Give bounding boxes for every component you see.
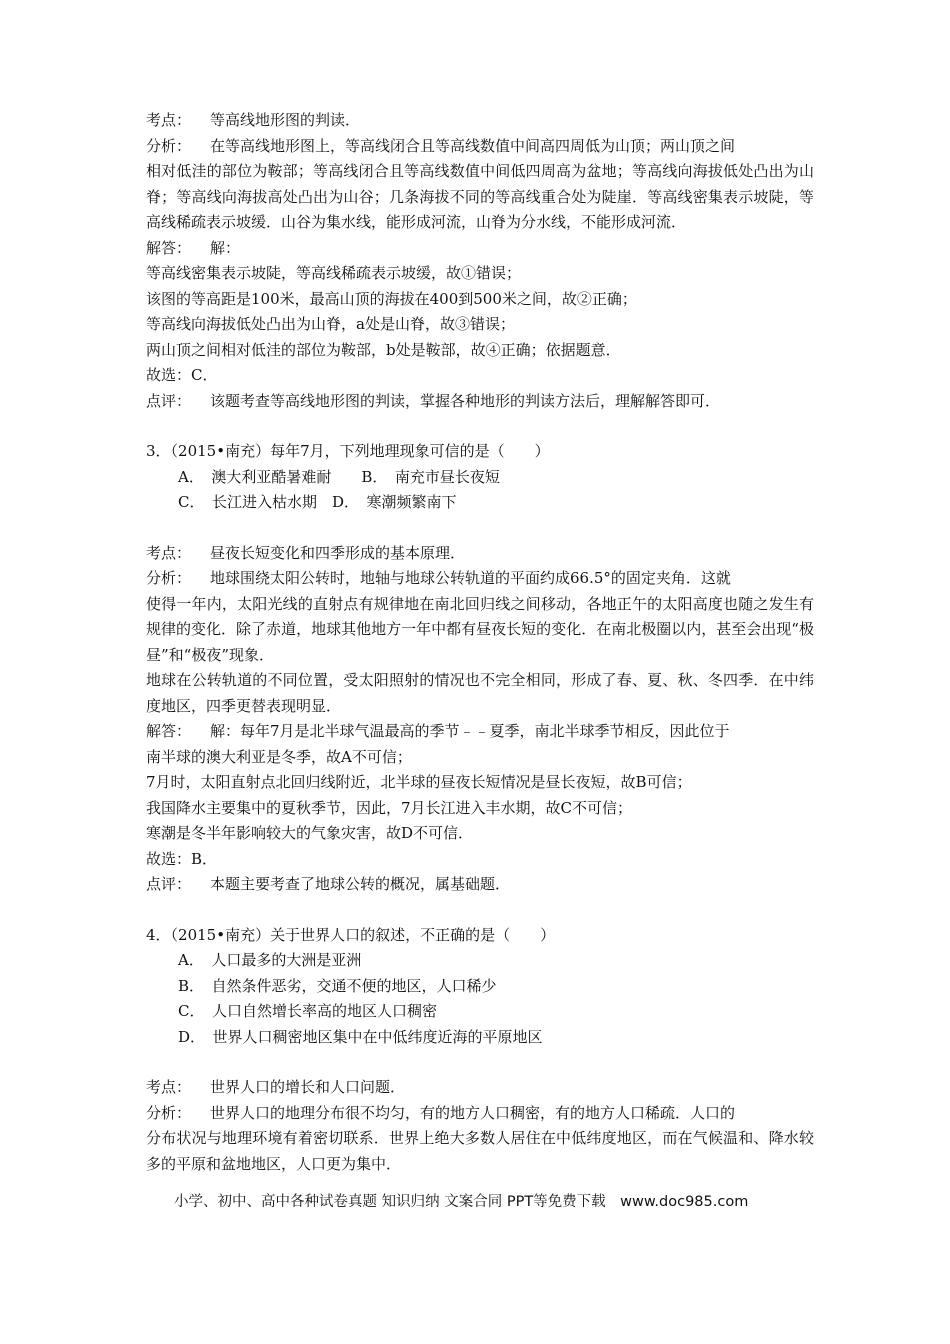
q2-answer: 故选：C．	[146, 366, 218, 384]
q4-kaodian-line	[146, 1075, 814, 1101]
q2-jieda-line-4: 两山顶之间相对低洼的部位为鞍部，b处是鞍部，故④正确；依据题意．	[146, 340, 621, 359]
q3-fenxi-paragraph-2: 地球在公转轨道的不同位置，受太阳照射的情况也不完全相同，形成了春、夏、秋、冬四季．在中纬度地区，四季更替表现明显．	[146, 671, 814, 715]
q3-jieda-line	[146, 719, 814, 745]
kaodian-text: 世界人口的增长和人口问题．	[210, 1078, 406, 1096]
q3-dianping-line	[146, 872, 814, 898]
q2-jieda-line-3: 等高线向海拔低处凸出为山脊，a处是山脊，故③错误；	[146, 315, 515, 333]
jieda-text: 解：每年7月是北半球气温最高的季节﹣﹣夏季，南北半球季节相反，因此位于	[210, 722, 730, 740]
q3-jieda-line-3: 7月时，太阳直射点北回归线附近，北半球的昼夜长短情况是昼长夜短，故B可信；	[146, 773, 692, 791]
q3-jieda-line-5: 寒潮是冬半年影响较大的气象灾害，故D不可信．	[146, 824, 474, 842]
q3-fenxi-line	[146, 566, 814, 592]
jieda-label: 解答：	[146, 722, 192, 740]
kaodian-text: 等高线地形图的判读．	[210, 111, 361, 129]
dianping-text: 该题考查等高线地形图的判读，掌握各种地形的判读方法后，理解解答即可．	[210, 391, 721, 410]
q2-fenxi-paragraph: 相对低洼的部位为鞍部；等高线闭合且等高线数值中间低四周高为盆地；等高线向海拔低处凸出为山脊；等高线向海拔高处凸出为山谷；几条海拔不同的等高线重合处为陡崖．等高线密集表示坡陡，等高线稀疏表示坡缓．山谷为集水线，能形成河流，山脊为分水线，不能形成河流．	[146, 162, 814, 231]
q2-fenxi-line	[146, 134, 814, 160]
q3-options-row-2: C． 长江进入枯水期 D． 寒潮频繁南下	[178, 493, 457, 511]
q4-option-a: A． 人口最多的大洲是亚洲	[178, 951, 362, 969]
q4-option-b: B． 自然条件恶劣，交通不便的地区，人口稀少	[178, 976, 497, 995]
kaodian-text: 昼夜长短变化和四季形成的基本原理．	[210, 543, 466, 562]
jieda-text: 解：	[210, 238, 241, 257]
kaodian-label: 考点：	[146, 1078, 192, 1096]
q4-option-c: C． 人口自然增长率高的地区人口稠密	[178, 1002, 437, 1020]
q3-fenxi-paragraph: 使得一年内，太阳光线的直射点有规律地在南北回归线之间移动，各地正午的太阳高度也随之发生有规律的变化．除了赤道，地球其他地方一年中都有昼夜长短的变化．在南北极圈以内，甚至会出现“极昼”和“极夜”现象．	[146, 594, 814, 664]
fenxi-text: 世界人口的地理分布很不均匀，有的地方人口稠密，有的地方人口稀疏．人口的	[210, 1103, 736, 1122]
fenxi-label: 分析：	[146, 136, 192, 155]
fenxi-text: 地球围绕太阳公转时，地轴与地球公转轨道的平面约成66.5°的固定夹角．这就	[210, 569, 731, 587]
document-body	[146, 108, 814, 1177]
q4-fenxi-line	[146, 1101, 814, 1127]
dianping-label: 点评：	[146, 391, 192, 410]
q4-fenxi-paragraph: 分布状况与地理环境有着密切联系．世界上绝大多数人居住在中低纬度地区，而在气候温和、降水较多的平原和盆地地区，人口更为集中．	[146, 1129, 814, 1173]
dianping-label: 点评：	[146, 875, 192, 893]
kaodian-label: 考点：	[146, 543, 192, 562]
q3-kaodian-line	[146, 541, 814, 567]
q3-options-row-1: A． 澳大利亚酷暑难耐 B． 南充市昼长夜短	[178, 467, 500, 486]
q4-stem: 4．（2015•南充）关于世界人口的叙述，不正确的是（ ）	[146, 925, 556, 944]
fenxi-text: 在等高线地形图上，等高线闭合且等高线数值中间高四周低为山顶；两山顶之间	[210, 136, 736, 155]
fenxi-label: 分析：	[146, 569, 192, 587]
q2-dianping-line	[146, 389, 814, 415]
q2-kaodian-line	[146, 108, 814, 134]
q3-answer: 故选：B．	[146, 849, 218, 868]
q2-jieda-line-2: 该图的等高距是100米，最高山顶的海拔在400到500米之间，故②正确；	[146, 289, 637, 308]
q3-jieda-line-4: 我国降水主要集中的夏秋季节，因此，7月长江进入丰水期，故C不可信；	[146, 798, 633, 817]
q2-jieda-line	[146, 236, 814, 262]
kaodian-label: 考点：	[146, 111, 192, 129]
jieda-label: 解答：	[146, 238, 192, 257]
dianping-text: 本题主要考查了地球公转的概况，属基础题．	[210, 875, 511, 893]
fenxi-label: 分析：	[146, 1103, 192, 1122]
page-footer: 小学、初中、高中各种试卷真题 知识归纳 文案合同 PPT等免费下载 www.doc985.com	[174, 1194, 749, 1210]
q4-option-d: D． 世界人口稠密地区集中在中低纬度近海的平原地区	[178, 1027, 543, 1046]
q3-stem: 3．（2015•南充）每年7月，下列地理现象可信的是（ ）	[146, 442, 550, 460]
q2-jieda-line-1: 等高线密集表示坡陡，等高线稀疏表示坡缓，故①错误；	[146, 264, 522, 282]
q3-jieda-line-2: 南半球的澳大利亚是冬季，故A不可信；	[146, 747, 412, 766]
